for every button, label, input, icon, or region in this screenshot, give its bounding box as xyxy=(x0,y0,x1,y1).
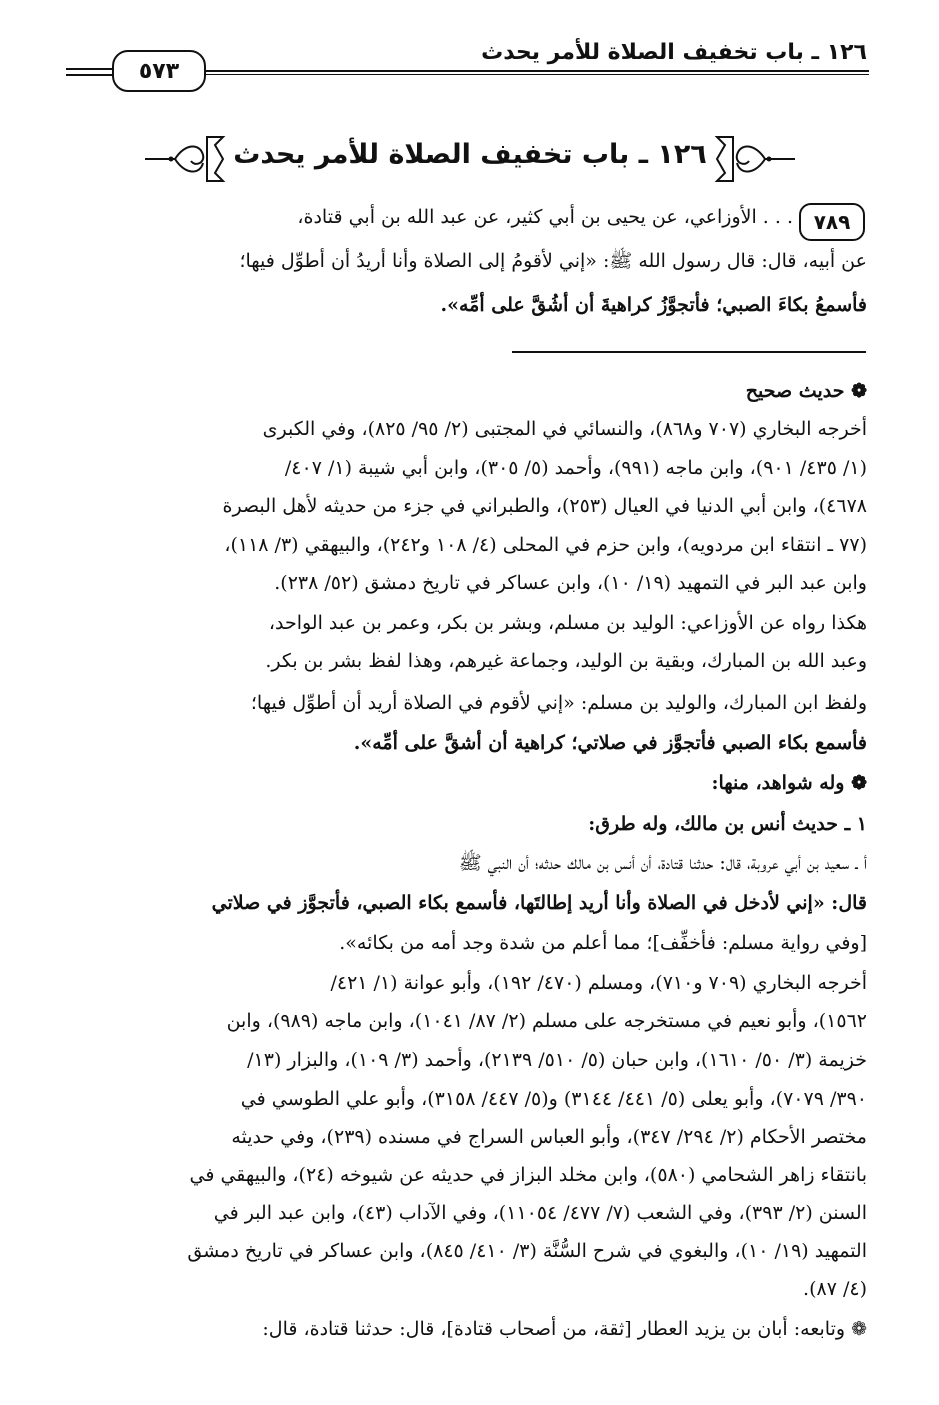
ornament-right-icon xyxy=(713,133,795,185)
body-line: أ ـ سعيد بن أبي عروبة، قال: حدثنا قتادة، أن أنس بن مالك حدثه؛ أن النبي ﷺ xyxy=(458,852,867,874)
hadith-line: . . . الأوزاعي، عن يحيى بن أبي كثير، عن عبد الله بن أبي قتادة، xyxy=(297,206,793,228)
hadith-line: عن أبيه، قال: قال رسول الله ﷺ: «إني لأقومُ إلى الصلاة وأنا أريدُ أن أطوِّل فيها؛ xyxy=(239,250,867,272)
subheading: ١ ـ حديث أنس بن مالك، وله طرق: xyxy=(588,813,867,835)
chapter-heading xyxy=(145,133,795,185)
separator-rule xyxy=(512,351,866,353)
body-line: قال: «إني لأدخل في الصلاة وأنا أريد إطالتَها، فأسمع بكاء الصبي، فأتجوَّز في صلاتي xyxy=(211,892,867,914)
body-line: وابن عبد البر في التمهيد (١٩/ ١٠)، وابن عساكر في تاريخ دمشق (٥٢/ ٢٣٨). xyxy=(274,572,867,594)
body-line: بانتقاء زاهر الشحامي (٥٨٠)، وابن مخلد البزاز في حديثه عن شيوخه (٢٤)، والبيهقي في xyxy=(189,1164,867,1186)
body-line: ٤٦٧٨)، وابن أبي الدنيا في العيال (٢٥٣)، والطبراني في جزء من حديثه لأهل البصرة xyxy=(222,495,867,517)
body-line: ١٥٦٢)، وأبو نعيم في مستخرجه على مسلم (٢/ ٨٧/ ١٠٤١)، وابن ماجه (٩٨٩)، وابن xyxy=(226,1010,867,1032)
hadith-line: فأسمعُ بكاءَ الصبي؛ فأتجوَّزُ كراهيةَ أن أشُقَّ على أمِّه». xyxy=(440,294,867,316)
body-line: التمهيد (١٩/ ١٠)، والبغوي في شرح السُّنَّة (٣/ ٤١٠/ ٨٤٥)، وابن عساكر في تاريخ دمشق xyxy=(187,1240,867,1262)
section-heading: ❁ حديث صحيح xyxy=(745,380,867,402)
header-rule-thin xyxy=(200,74,869,75)
body-line: مختصر الأحكام (٢/ ٢٩٤/ ٣٤٧)، وأبو العباس السراج في مسنده (٢٣٩)، وفي حديثه xyxy=(231,1126,867,1148)
header-rule xyxy=(200,70,869,72)
body-line: السنن (٢/ ٣٩٣)، وفي الشعب (٧/ ٤٧٧/ ١١٠٥٤)، وفي الآداب (٤٣)، وابن عبد البر في xyxy=(213,1202,867,1224)
subheading: ❁ وله شواهد، منها: xyxy=(711,772,867,794)
body-line: ولفظ ابن المبارك، والوليد بن مسلم: «إني لأقوم في الصلاة أريد أن أطوِّل فيها؛ xyxy=(250,692,867,714)
ornament-left-icon xyxy=(145,133,227,185)
hadith-number: ٧٨٩ xyxy=(799,203,865,241)
page-number-line xyxy=(66,74,116,76)
body-line: (٧٧ ـ انتقاء ابن مردويه)، وابن حزم في المحلى (٤/ ١٠٨ و٢٤٢)، والبيهقي (٣/ ١١٨)، xyxy=(224,534,867,556)
body-line: فأسمع بكاء الصبي فأتجوَّز في صلاتي؛ كراهية أن أشقَّ على أمِّه». xyxy=(353,732,867,754)
body-line: [وفي رواية مسلم: فأخفِّف]؛ مما أعلم من شدة وجد أمه من بكائه». xyxy=(339,932,867,954)
body-line: (٤/ ٨٧). xyxy=(803,1278,867,1300)
body-line: ٣٩٠/ ٧٠٧٩)، وأبو يعلى (٥/ ٤٤١/ ٣١٤٤) و(٥/ ٤٤٧/ ٣١٥٨)، وأبو علي الطوسي في xyxy=(240,1088,867,1110)
body-line: أخرجه البخاري (٧٠٧ و٨٦٨)، والنسائي في المجتبى (٢/ ٩٥/ ٨٢٥)، وفي الكبرى xyxy=(262,418,867,440)
running-title: ١٢٦ ـ باب تخفيف الصلاة للأمر يحدث xyxy=(481,40,867,65)
body-line: هكذا رواه عن الأوزاعي: الوليد بن مسلم، وبشر بن بكر، وعمر بن عبد الواحد، xyxy=(268,612,867,634)
body-line: خزيمة (٣/ ٥٠/ ١٦١٠)، وابن حبان (٥/ ٥١٠/ ٢١٣٩)، وأحمد (٣/ ١٠٩)، والبزار (١٣/ xyxy=(247,1049,867,1071)
body-line: ❁ وتابعه: أبان بن يزيد العطار [ثقة، من أصحاب قتادة]، قال: حدثنا قتادة، قال: xyxy=(262,1318,867,1340)
chapter-title: ١٢٦ ـ باب تخفيف الصلاة للأمر يحدث xyxy=(233,139,707,170)
page-number-line xyxy=(66,68,116,70)
page-number: ٥٧٣ xyxy=(112,50,206,92)
body-line: وعبد الله بن المبارك، وبقية بن الوليد، وجماعة غيرهم، وهذا لفظ بشر بن بكر. xyxy=(265,650,867,672)
body-line: أخرجه البخاري (٧٠٩ و٧١٠)، ومسلم (٤٧٠/ ١٩٢)، وأبو عوانة (١/ ٤٢١/ xyxy=(330,972,867,994)
body-line: (١/ ٤٣٥/ ٩٠١)، وابن ماجه (٩٩١)، وأحمد (٥/ ٣٠٥)، وابن أبي شيبة (١/ ٤٠٧/ xyxy=(284,457,867,479)
